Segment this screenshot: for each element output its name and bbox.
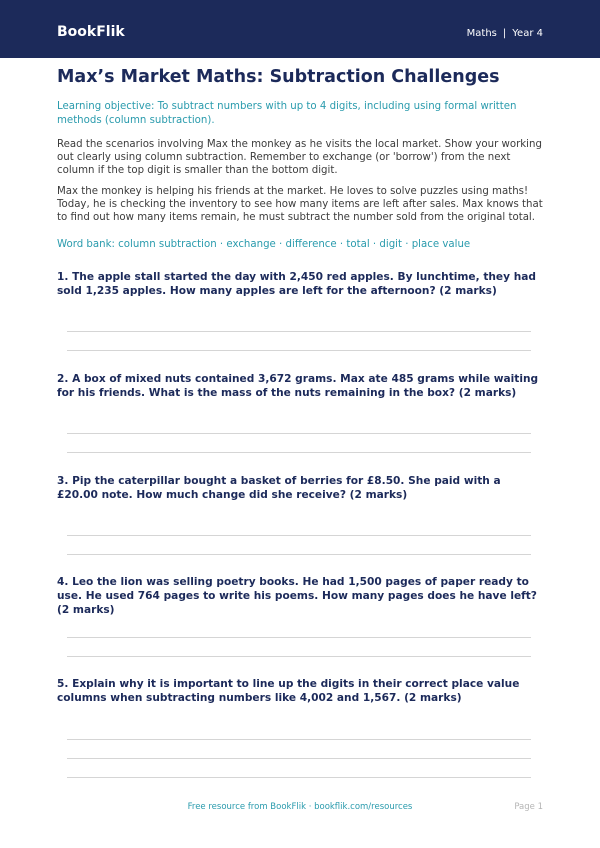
breadcrumb-year[interactable]: Year 4 [512,28,543,39]
breadcrumb-subject[interactable]: Maths [466,28,497,39]
question-3: 3. Pip the caterpillar bought a basket of berries for £8.50. She paid with a £20.00 note. How much change did she receive? (2 marks) [57,475,501,501]
breadcrumb [467,28,543,40]
question-5: 5. Explain why it is important to line up the digits in their correct place value columns when subtracting numbers like 4,002 and 1,567. (2 marks) [57,678,520,704]
footer-credit[interactable]: Free resource from BookFlik · bookflik.com/resources [187,802,413,812]
intro-paragraph: Read the scenarios involving Max the monkey as he visits the local market. Show your working out clearly using column subtraction. Remember to exchange (or 'borrow') from the next column if the top digit is smaller than the bottom digit. [57,139,542,176]
answer-line[interactable] [67,777,531,778]
header-bar [0,0,600,58]
learning-objective: Learning objective: To subtract numbers with up to 4 digits, including using formal written methods (column subtraction). [57,101,517,126]
answer-line[interactable] [67,535,531,536]
answer-line[interactable] [67,433,531,434]
answer-line[interactable] [67,554,531,555]
answer-line[interactable] [67,739,531,740]
question-2: 2. A box of mixed nuts contained 3,672 grams. Max ate 485 grams while waiting for his friends. What is the mass of the nuts remaining in the box? (2 marks) [57,373,539,399]
breadcrumb-separator: | [502,28,507,39]
brand-logo[interactable]: BookFlik [57,24,125,40]
answer-line[interactable] [67,331,531,332]
word-bank: Word bank: column subtraction · exchange · difference · total · digit · place value [57,239,471,250]
page-title: Max’s Market Maths: Subtraction Challenges [57,67,500,87]
intro-paragraph: Max the monkey is helping his friends at the market. He loves to solve puzzles using maths! Today, he is checking the inventory to see how many items are left after sales. Max knows that to find out how many items remain, he must subtract the number sold from the original total. [57,186,543,223]
question-1: 1. The apple stall started the day with 2,450 red apples. By lunchtime, they had sold 1,235 apples. How many apples are left for the afternoon? (2 marks) [57,271,536,297]
page-number: Page 1 [514,802,543,812]
answer-line[interactable] [67,452,531,453]
answer-line[interactable] [67,350,531,351]
answer-line[interactable] [67,758,531,759]
answer-line[interactable] [67,656,531,657]
question-4: 4. Leo the lion was selling poetry books. He had 1,500 pages of paper ready to use. He used 764 pages to write his poems. How many pages does he have left? (2 marks) [57,576,537,616]
answer-line[interactable] [67,637,531,638]
